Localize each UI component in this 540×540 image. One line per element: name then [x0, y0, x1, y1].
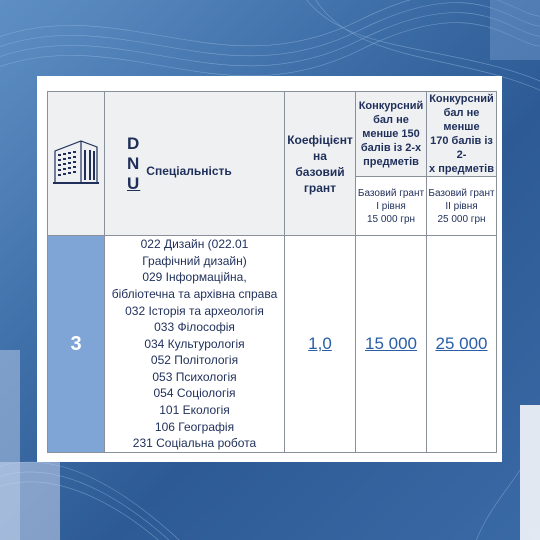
score-150-line: Конкурсний — [358, 100, 424, 112]
grant-1-line: I рівня — [376, 200, 406, 212]
score-150-line: бал не — [373, 114, 409, 126]
coefficient-value-link[interactable]: 1,0 — [308, 334, 332, 353]
coefficient-header-line: на — [313, 148, 327, 163]
group-number: 3 — [48, 236, 105, 453]
grant-1-subheader — [356, 177, 427, 236]
dnu-logo-letters — [127, 134, 140, 194]
score-150-header — [356, 92, 427, 177]
list-item: 101 Екологія — [159, 403, 230, 418]
logo-cell — [48, 92, 105, 236]
grant-1-line: 15 000 грн — [366, 213, 416, 225]
grant-table — [47, 91, 497, 453]
score-150-line: балів із 2-х — [360, 142, 422, 154]
list-item: 022 Дизайн (022.01 — [140, 237, 249, 252]
score-150-line: предметів — [363, 156, 419, 168]
grant-2-line: Базовий грант — [428, 187, 495, 199]
grant-2-value-link[interactable]: 25 000 — [435, 334, 488, 353]
list-item: Графічний дизайн) — [142, 253, 247, 268]
list-item: 032 Історія та археологія — [125, 303, 264, 318]
list-item: 054 Соціологія — [153, 386, 236, 401]
grant-2-line: 25 000 грн — [437, 213, 486, 225]
grant-1-line: Базовий грант — [357, 187, 425, 199]
score-170-line: Конкурсний — [429, 93, 494, 105]
score-170-line: 170 балів із 2- — [430, 135, 493, 161]
coefficient-header — [285, 92, 356, 236]
list-item: 033 Філософія — [154, 320, 235, 335]
grant-2-subheader — [427, 177, 497, 236]
info-card — [37, 76, 502, 462]
grant-2-line: II рівня — [445, 200, 478, 212]
grant-1-cell — [356, 236, 427, 453]
score-170-header — [427, 92, 497, 177]
list-item: 231 Соціальна робота — [132, 436, 257, 451]
specialty-list — [105, 236, 285, 453]
coefficient-header-line: грант — [303, 180, 337, 195]
logo-letter-u: U — [127, 173, 141, 193]
university-building-icon — [51, 135, 101, 187]
specialty-label: Спеціальність — [146, 163, 232, 178]
grant-2-cell — [427, 236, 497, 453]
logo-letter-d: D — [127, 133, 141, 153]
coefficient-header-line: базовий — [295, 164, 345, 179]
score-170-line: бал не менше — [443, 107, 480, 133]
logo-letter-n: N — [127, 153, 141, 173]
specialty-header — [105, 92, 285, 236]
list-item: 052 Політологія — [150, 353, 239, 368]
list-item: 034 Культурологія — [144, 336, 245, 351]
coefficient-cell — [285, 236, 356, 453]
score-170-line: х предметів — [429, 163, 494, 175]
list-item: 053 Психологія — [152, 369, 237, 384]
list-item: бібліотечна та архівна справа — [111, 286, 278, 301]
list-item: 106 Географія — [154, 419, 235, 434]
score-150-line: менше 150 — [362, 128, 420, 140]
list-item: 029 Інформаційна, — [142, 270, 247, 285]
grant-1-value-link[interactable]: 15 000 — [365, 334, 417, 353]
coefficient-header-line: Коефіцієнт — [287, 132, 353, 147]
